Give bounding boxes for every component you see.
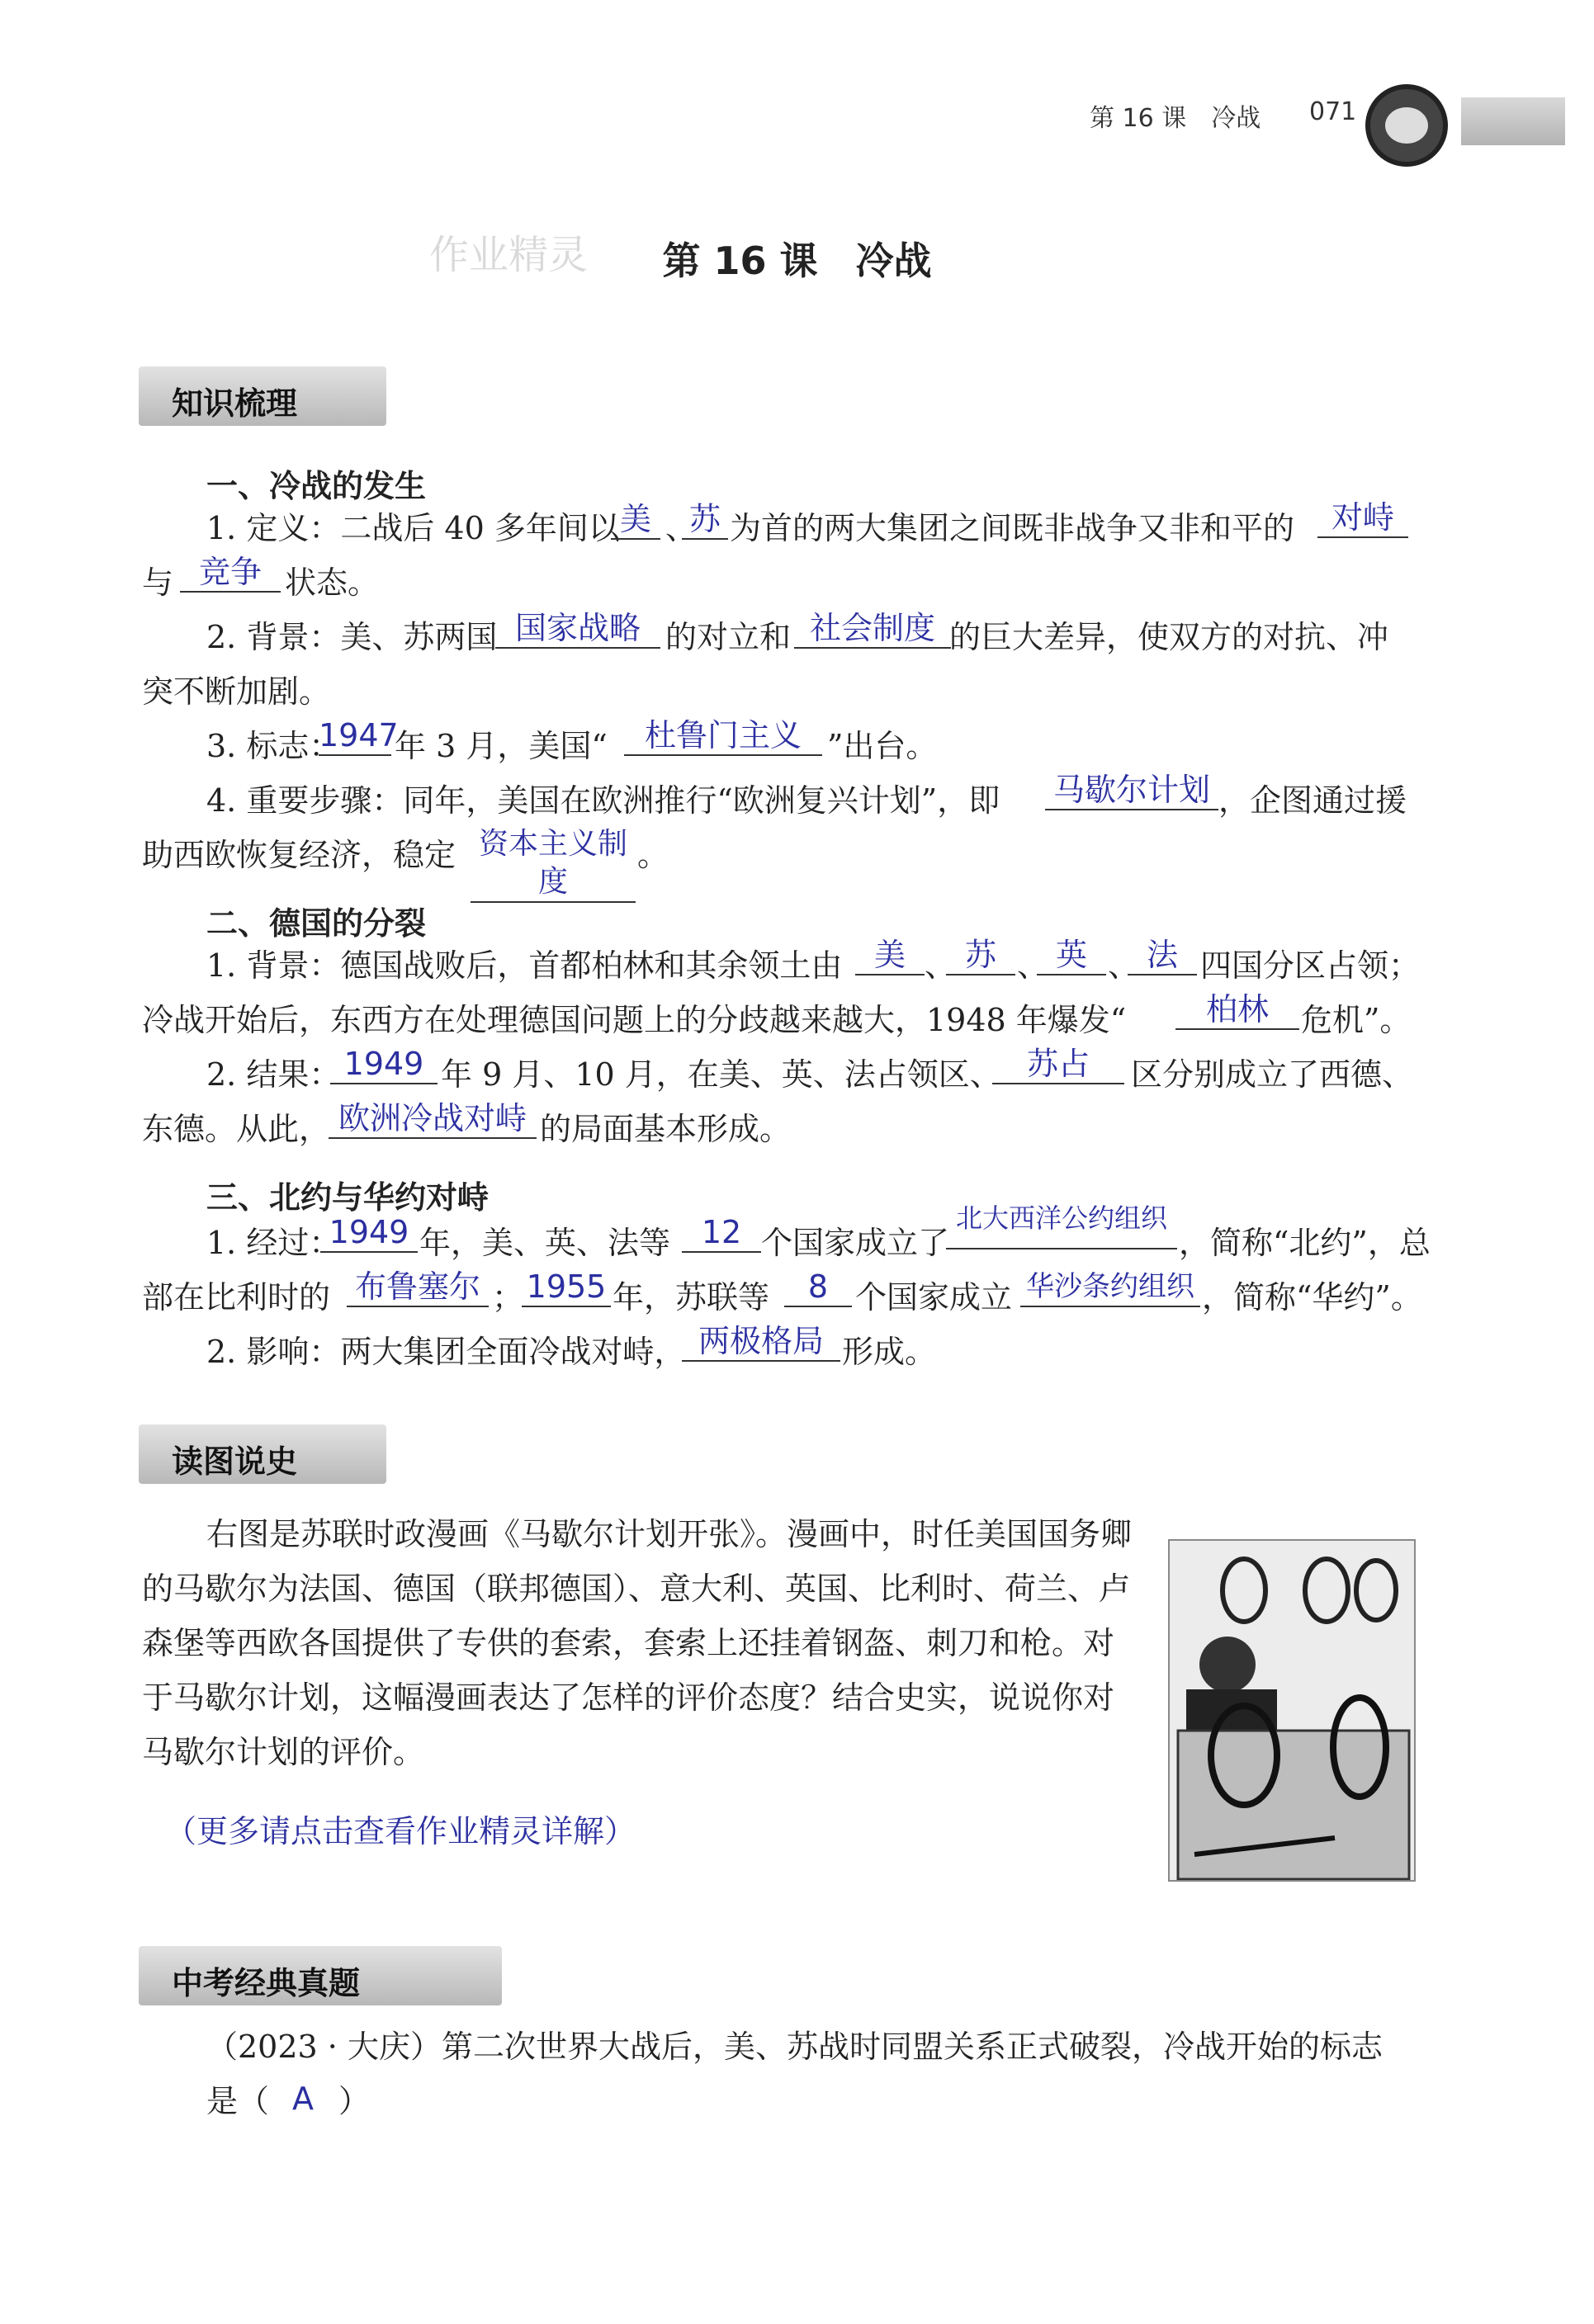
- answer-blank[interactable]: 苏占: [992, 1045, 1124, 1084]
- text-line: 4. 重要步骤：同年，美国在欧洲推行“欧洲复兴计划”，即: [206, 782, 1000, 819]
- answer-blank[interactable]: 1947: [319, 716, 391, 756]
- answer-blank[interactable]: 两极格局: [682, 1322, 840, 1362]
- exam-question-line2: 是（: [206, 2083, 270, 2119]
- text-line: 2. 结果：: [206, 1056, 341, 1093]
- answer-blank[interactable]: 美: [855, 936, 925, 975]
- answer-blank[interactable]: 对峙: [1317, 498, 1408, 538]
- text-line: 个国家成立: [855, 1279, 1013, 1316]
- text-line: 3. 标志：: [206, 728, 341, 764]
- text-line: ，简称“北约”，总: [1179, 1225, 1431, 1261]
- book-logo-icon: [1365, 84, 1448, 167]
- text-line: 为首的两大集团之间既非战争又非和平的: [730, 510, 1295, 546]
- header-lesson-label: 第 16 课 冷战: [1090, 104, 1261, 133]
- section-banner-label: 知识梳理: [172, 385, 298, 422]
- text-line: 助西欧恢复经济，稳定: [142, 837, 456, 873]
- text-line: 区分别成立了西德、: [1131, 1056, 1414, 1093]
- answer-blank[interactable]: 法: [1128, 936, 1197, 975]
- answer-blank[interactable]: 欧洲冷战对峙: [329, 1099, 537, 1139]
- watermark: 作业精灵: [429, 232, 589, 278]
- answer-blank[interactable]: 杜鲁门主义: [624, 716, 822, 756]
- text-line: 、: [1017, 947, 1049, 984]
- heading-part3: 三、北约与华约对峙: [206, 1179, 490, 1216]
- picture-paragraph: 右图是苏联时政漫画《马歇尔计划开张》。漫画中，时任美国国务卿的马歇尔为法国、德国（联邦德国）、意大利、英国、比利时、荷兰、卢森堡等西欧各国提供了专供的套索，套索上还挂着钢盔、刺刀和枪。对于马歇尔计划，这幅漫画表达了怎样的评价态度？结合史实，说说你对马歇尔计划的评价。: [142, 1516, 1133, 1770]
- text-line: 年，美、英、法等: [419, 1225, 671, 1261]
- text-line: 危机”。: [1301, 1002, 1412, 1038]
- cartoon-illustration: [1170, 1541, 1414, 1880]
- answer-blank[interactable]: 8: [784, 1268, 852, 1307]
- answer-blank[interactable]: 社会制度: [794, 609, 951, 649]
- answer-blank[interactable]: 竞争: [180, 553, 281, 593]
- heading-part1: 一、冷战的发生: [206, 468, 427, 504]
- exam-question-line2-end: ）: [338, 2083, 371, 2119]
- answer-blank[interactable]: 华沙条约组织: [1020, 1268, 1200, 1307]
- exam-answer[interactable]: A: [292, 2081, 314, 2117]
- text-line: 1. 定义：二战后 40 多年间以: [206, 510, 620, 546]
- text-line: 年 3 月，美国“: [395, 728, 608, 764]
- answer-blank[interactable]: 1949: [320, 1213, 418, 1253]
- text-line: 。: [637, 837, 669, 873]
- text-line: 、: [925, 947, 957, 984]
- text-line: 的局面基本形成。: [540, 1111, 792, 1147]
- header-decor-bar: [1461, 97, 1565, 145]
- section-banner-exam: [139, 1946, 502, 2005]
- section-banner-label: 读图说史: [172, 1443, 298, 1480]
- more-details-link[interactable]: （更多请点击查看作业精灵详解）: [165, 1813, 636, 1849]
- answer-blank[interactable]: 柏林: [1175, 990, 1299, 1030]
- text-line: 突不断加剧。: [142, 673, 331, 710]
- answer-blank[interactable]: 12: [682, 1213, 761, 1253]
- header-page-number: 071: [1309, 97, 1357, 126]
- text-line: 、: [1108, 947, 1140, 984]
- answer-blank[interactable]: 资本主义制度: [471, 825, 636, 903]
- text-line: 1. 背景：德国战败后，首都柏林和其余领土由: [206, 947, 843, 984]
- answer-blank[interactable]: 苏: [682, 500, 728, 540]
- page-title: 第 16 课 冷战: [662, 239, 932, 283]
- text-line: ，简称“华约”。: [1202, 1279, 1422, 1316]
- text-line: 年，苏联等: [613, 1279, 770, 1316]
- answer-blank[interactable]: 国家战略: [495, 609, 660, 649]
- text-line: ”出台。: [827, 728, 938, 764]
- text-line: 四国分区占领；: [1200, 947, 1421, 984]
- exam-question-line1: （2023 · 大庆）第二次世界大战后，美、苏战时同盟关系正式破裂，冷战开始的标志: [206, 2029, 1383, 2065]
- text-line: 、: [665, 510, 698, 546]
- text-line: 个国家成立了: [761, 1225, 950, 1261]
- text-line: 部在比利时的: [142, 1279, 331, 1316]
- text-line: 2. 影响：两大集团全面冷战对峙，: [206, 1334, 686, 1370]
- answer-blank[interactable]: 苏: [946, 936, 1015, 975]
- text-line: 的对立和: [665, 619, 792, 655]
- text-line: ，企图通过援: [1218, 782, 1407, 819]
- text-line: 形成。: [842, 1334, 937, 1370]
- marshall-plan-cartoon-image: [1168, 1539, 1416, 1882]
- answer-blank[interactable]: 美: [611, 500, 660, 540]
- text-line: 状态。: [285, 564, 380, 601]
- answer-blank[interactable]: 英: [1037, 936, 1106, 975]
- answer-blank[interactable]: 1949: [330, 1045, 438, 1084]
- text-line: 与: [142, 564, 174, 601]
- section-banner-picture: [139, 1424, 386, 1484]
- section-banner-label: 中考经典真题: [172, 1965, 361, 2001]
- text-line: 1. 经过：: [206, 1225, 341, 1261]
- text-line: 冷战开始后，东西方在处理德国问题上的分歧越来越大，1948 年爆发“: [142, 1002, 1127, 1038]
- text-line: ；: [492, 1279, 524, 1316]
- section-banner-knowledge: [139, 366, 386, 426]
- heading-part2: 二、德国的分裂: [206, 905, 427, 942]
- text-line: 东德。从此，: [142, 1111, 331, 1147]
- answer-blank[interactable]: 布鲁塞尔: [347, 1268, 489, 1307]
- text-line: 的巨大差异，使双方的对抗、冲: [949, 619, 1389, 655]
- text-line: 年 9 月、10 月，在美、英、法占领区、: [441, 1056, 1001, 1093]
- text-line: 2. 背景：美、苏两国: [206, 619, 498, 655]
- answer-blank[interactable]: 1955: [522, 1268, 611, 1307]
- answer-blank[interactable]: 北大西洋公约组织: [946, 1188, 1177, 1249]
- answer-blank[interactable]: 马歇尔计划: [1045, 771, 1218, 810]
